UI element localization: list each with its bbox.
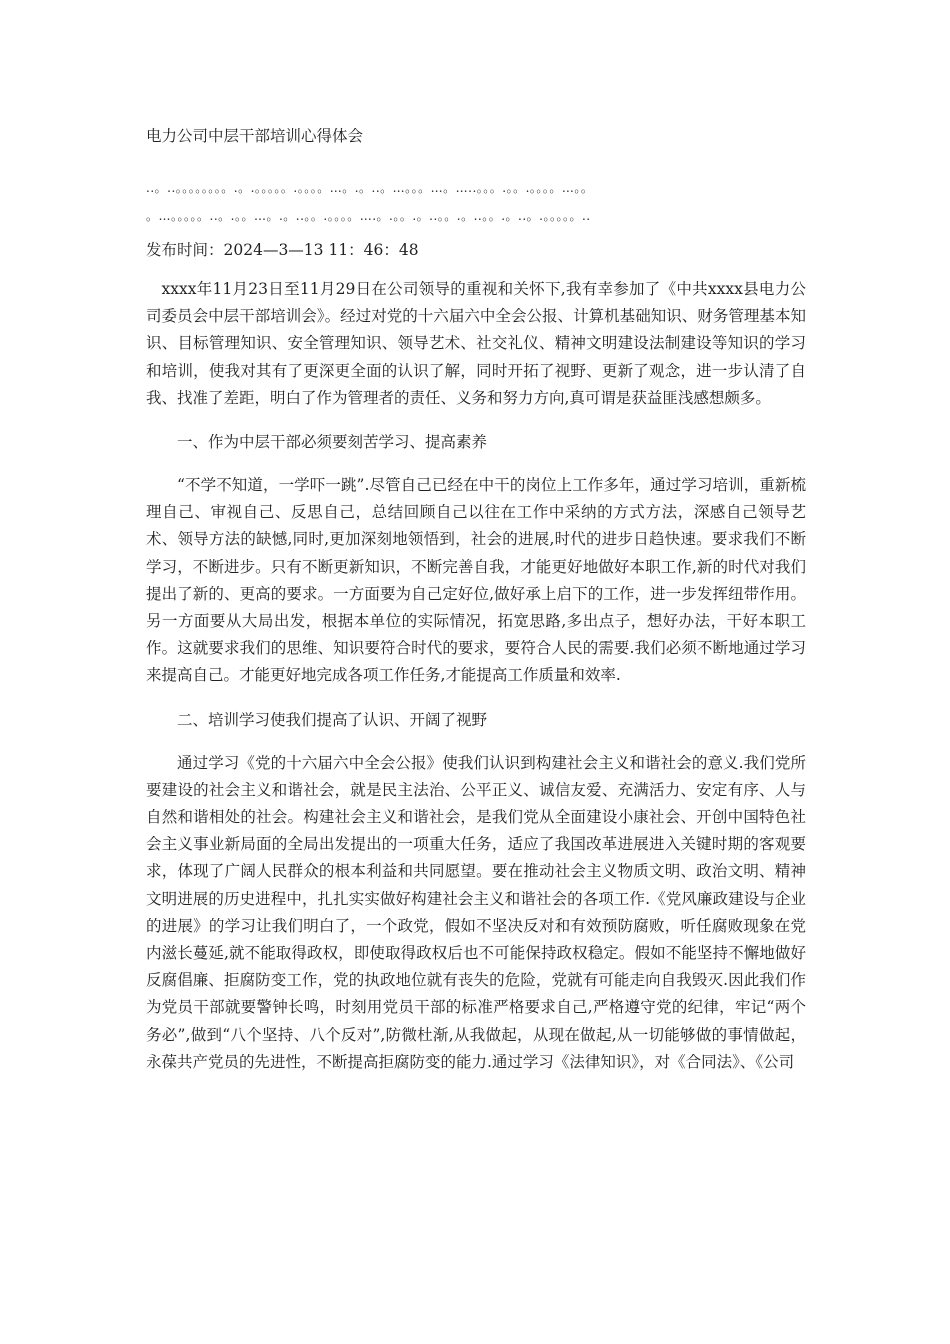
section-heading-1: 一、作为中层干部必须要刻苦学习、提高素养 xyxy=(177,433,488,452)
paragraph-section-1: “不学不知道，一学吓一跳”.尽管自己已经在中干的岗位上工作多年，通过学习培训，重新梳理自己、审视自己、反思自己，总结回顾自己以往在工作中采纳的方式方法，深感自己领导艺术、领导方法的缺憾,同时,更加深刻地领悟到，社会的进展,时代的进步日趋快速。要求我们不断学习，不断进步。只有不断更新知识，不断完善自我，才能更好地做好本职工作,新的时代对我们提出了新的、更高的要求。一方面要为自己定好位,做好承上启下的工作，进一步发挥纽带作用。另一方面要从大局出发，根据本单位的实际情况，拓宽思路,多出点子，想好办法，干好本职工作。这就要求我们的思维、知识要符合时代的要求，要符合人民的需要.我们必须不断地通过学习来提高自己。才能更好地完成各项工作任务,才能提高工作质量和效率. xyxy=(146,476,806,685)
paragraph-section-2: 通过学习《党的十六届六中全会公报》使我们认识到构建社会主义和谐社会的意义.我们党所要建设的社会主义和谐社会，就是民主法治、公平正义、诚信友爱、充满活力、安定有序、人与自然和谐相处的社会。构建社会主义和谐社会，是我们党从全面建设小康社会、开创中国特色社会主义事业新局面的全局出发提出的一项重大任务，适应了我国改革进展进入关键时期的客观要求，体现了广阔人民群众的根本利益和共同愿望。要在推动社会主义物质文明、政治文明、精神文明进展的历史进程中，扎扎实实做好构建社会主义和谐社会的各项工作.《党风廉政建设与企业的进展》的学习让我们明白了，一个政党，假如不坚决反对和有效预防腐败，听任腐败现象在党内滋长蔓延,就不能取得政权，即使取得政权后也不可能保持政权稳定。假如不能坚持不懈地做好反腐倡廉、拒腐防变工作，党的执政地位就有丧失的危险，党就有可能走向自我毁灭.因此我们作为党员干部就要警钟长鸣，时刻用党员干部的标准严格要求自己,严格遵守党的纪律，牢记“两个务必”,做到“八个坚持、八个反对”,防微杜渐,从我做起，从现在做起,从一切能够做的事情做起，永葆共产党员的先进性，不断提高拒腐防变的能力.通过学习《法律知识》，对《合同法》、《公司 xyxy=(146,753,806,1071)
section-heading-2: 二、培训学习使我们提高了认识、开阔了视野 xyxy=(177,710,488,729)
dots-separator-1: ..。..。。。。。。。。.。.。。。。。.。。。。…。.。..。…。。。…。…..。。。.。。.。。。。…。。 xyxy=(146,181,594,195)
dots-separator-2: 。…。。。。。..。.。。…。.。..。。.。。。。….。.。。.。..。。.。..。。.。..。.。。。。。.. xyxy=(146,209,591,223)
publish-time: 发布时间：2024—3—13 11：46：48 xyxy=(146,241,419,259)
document-title: 电力公司中层干部培训心得体会 xyxy=(146,127,364,145)
paragraph-intro: xxxx年11月23日至11月29日在公司领导的重视和关怀下,我有幸参加了《中共xxxx县电力公司委员会中层干部培训会》。经过对党的十六届六中全会公报、计算机基础知识、财务管理基本知识、目标管理知识、安全管理知识、领导艺术、社交礼仪、精神文明建设法制建设等知识的学习和培训，使我对其有了更深更全面的认识了解，同时开拓了视野、更新了观念，进一步认清了自我、找准了差距，明白了作为管理者的责任、义务和努力方向,真可谓是获益匪浅感想颇多。 xyxy=(146,280,806,407)
